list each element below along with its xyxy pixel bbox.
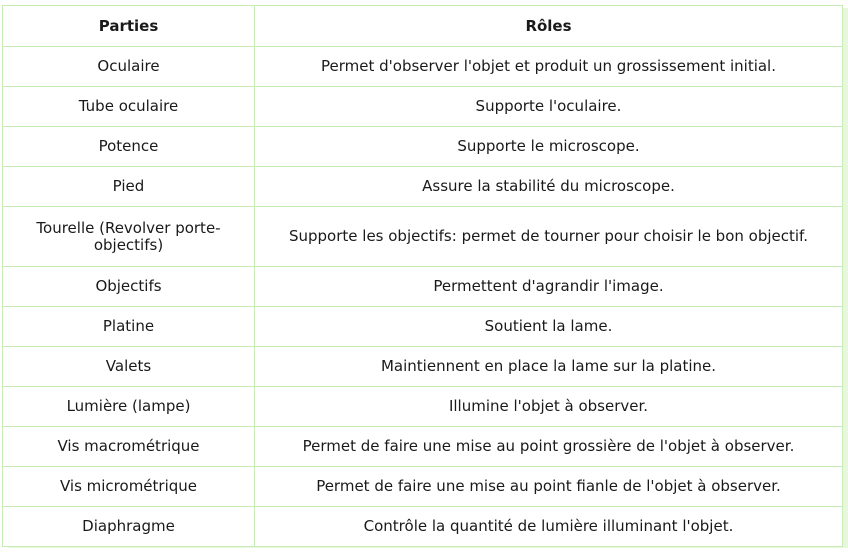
cell-role: Supporte les objectifs: permet de tourner pour choisir le bon objectif. [255, 207, 843, 267]
header-roles: Rôles [255, 6, 843, 47]
table-row [3, 167, 843, 207]
cell-part: Diaphragme [3, 507, 255, 547]
table-row [3, 307, 843, 347]
cell-role: Soutient la lame. [255, 307, 843, 347]
table-row [3, 127, 843, 167]
cell-part: Potence [3, 127, 255, 167]
table-row [3, 387, 843, 427]
table-row [3, 347, 843, 387]
cell-part: Tube oculaire [3, 87, 255, 127]
cell-role: Permettent d'agrandir l'image. [255, 267, 843, 307]
cell-part: Tourelle (Revolver porte-objectifs) [3, 207, 255, 267]
cell-part: Objectifs [3, 267, 255, 307]
cell-role: Supporte le microscope. [255, 127, 843, 167]
cell-part: Vis macrométrique [3, 427, 255, 467]
table-row [3, 467, 843, 507]
cell-role: Maintiennent en place la lame sur la platine. [255, 347, 843, 387]
header-parties: Parties [3, 6, 255, 47]
table-header-row [3, 6, 843, 47]
table-row [3, 427, 843, 467]
cell-part: Oculaire [3, 47, 255, 87]
cell-role: Illumine l'objet à observer. [255, 387, 843, 427]
cell-part: Valets [3, 347, 255, 387]
cell-role: Assure la stabilité du microscope. [255, 167, 843, 207]
parts-roles-table [2, 5, 843, 547]
cell-part: Vis micrométrique [3, 467, 255, 507]
table-row [3, 47, 843, 87]
table-row [3, 267, 843, 307]
cell-part: Platine [3, 307, 255, 347]
cell-role: Contrôle la quantité de lumière illuminant l'objet. [255, 507, 843, 547]
cell-role: Permet de faire une mise au point fianle de l'objet à observer. [255, 467, 843, 507]
cell-role: Permet d'observer l'objet et produit un grossissement initial. [255, 47, 843, 87]
cell-role: Supporte l'oculaire. [255, 87, 843, 127]
table-row [3, 207, 843, 267]
table-row [3, 87, 843, 127]
microscope-parts-table [2, 5, 842, 545]
cell-role: Permet de faire une mise au point grossière de l'objet à observer. [255, 427, 843, 467]
table-row [3, 507, 843, 547]
cell-part: Lumière (lampe) [3, 387, 255, 427]
cell-part: Pied [3, 167, 255, 207]
